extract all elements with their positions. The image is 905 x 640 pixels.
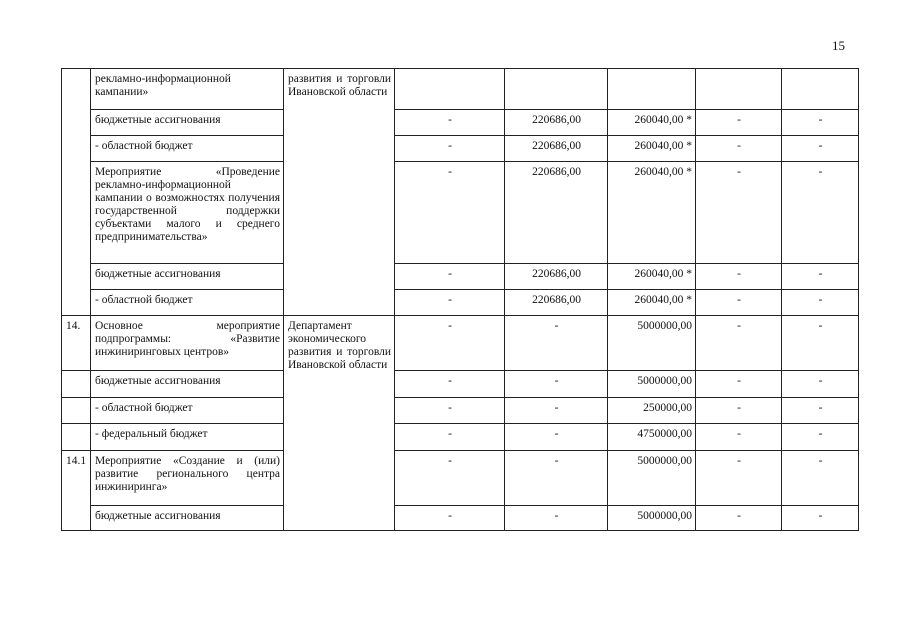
value-cell-5: - (782, 398, 859, 424)
page-number: 15 (832, 38, 845, 53)
row-number-cell: 14. (62, 316, 91, 371)
value-cell-3: 260040,00 * (608, 264, 696, 290)
value-cell-4: - (696, 316, 782, 371)
value-cell-3: 260040,00 * (608, 110, 696, 136)
value-cell-4: - (696, 424, 782, 451)
row-number-cell (62, 69, 91, 316)
value-cell-1: - (395, 506, 505, 531)
value-cell-5: - (782, 316, 859, 371)
value-cell-2: - (505, 371, 608, 398)
value-cell-1 (395, 69, 505, 110)
value-cell-4: - (696, 110, 782, 136)
event-name-cell: рекламно-информационной кампании» (91, 69, 284, 110)
value-cell-1: - (395, 371, 505, 398)
row-number-cell: 14.1 (62, 451, 91, 531)
value-cell-3: 5000000,00 (608, 316, 696, 371)
table-row (62, 371, 859, 398)
value-cell-3: 260040,00 * (608, 290, 696, 316)
event-name-cell: бюджетные ассигнования (91, 506, 284, 531)
value-cell-3: 260040,00 * (608, 136, 696, 162)
event-name-cell: Мероприятие «Проведение рекламно-информационной кампании о возможностях получения государственной поддержки субъектами малого и среднего предпринимательства» (91, 162, 284, 264)
value-cell-4: - (696, 264, 782, 290)
executor-cell: развития и торговли Ивановской области (284, 69, 395, 316)
event-name-cell: Основное мероприятие подпрограммы: «Развитие инжиниринговых центров» (91, 316, 284, 371)
value-cell-2 (505, 69, 608, 110)
value-cell-4 (696, 69, 782, 110)
value-cell-5: - (782, 506, 859, 531)
table-row (62, 162, 859, 264)
value-cell-3: 4750000,00 (608, 424, 696, 451)
table-row (62, 136, 859, 162)
value-cell-1: - (395, 316, 505, 371)
value-cell-3: 260040,00 * (608, 162, 696, 264)
value-cell-1: - (395, 110, 505, 136)
value-cell-2: - (505, 316, 608, 371)
value-cell-5: - (782, 371, 859, 398)
table-row (62, 451, 859, 506)
value-cell-2: 220686,00 (505, 290, 608, 316)
value-cell-3: 5000000,00 (608, 506, 696, 531)
budget-table (61, 68, 859, 531)
value-cell-3: 5000000,00 (608, 371, 696, 398)
event-name-cell: - областной бюджет (91, 398, 284, 424)
value-cell-5: - (782, 110, 859, 136)
value-cell-1: - (395, 451, 505, 506)
value-cell-1: - (395, 290, 505, 316)
table-row (62, 316, 859, 371)
value-cell-1: - (395, 162, 505, 264)
value-cell-1: - (395, 136, 505, 162)
value-cell-5: - (782, 136, 859, 162)
event-name-cell: бюджетные ассигнования (91, 371, 284, 398)
value-cell-4: - (696, 451, 782, 506)
event-name-cell: - федеральный бюджет (91, 424, 284, 451)
value-cell-3: 250000,00 (608, 398, 696, 424)
table-row (62, 398, 859, 424)
row-number-cell (62, 371, 91, 398)
value-cell-5: - (782, 264, 859, 290)
value-cell-3 (608, 69, 696, 110)
executor-cell: Департамент экономического развития и торговли Ивановской области (284, 316, 395, 531)
value-cell-4: - (696, 398, 782, 424)
event-name-cell: бюджетные ассигнования (91, 264, 284, 290)
value-cell-2: - (505, 424, 608, 451)
value-cell-2: - (505, 398, 608, 424)
value-cell-5: - (782, 451, 859, 506)
value-cell-4: - (696, 506, 782, 531)
event-name-cell: - областной бюджет (91, 290, 284, 316)
table-row (62, 69, 859, 110)
event-name-cell: бюджетные ассигнования (91, 110, 284, 136)
table-row (62, 110, 859, 136)
row-number-cell (62, 398, 91, 424)
value-cell-3: 5000000,00 (608, 451, 696, 506)
table-row (62, 424, 859, 451)
event-name-cell: Мероприятие «Создание и (или) развитие регионального центра инжиниринга» (91, 451, 284, 506)
value-cell-1: - (395, 398, 505, 424)
value-cell-5 (782, 69, 859, 110)
value-cell-2: - (505, 506, 608, 531)
event-name-cell: - областной бюджет (91, 136, 284, 162)
table-row (62, 290, 859, 316)
table-row (62, 506, 859, 531)
value-cell-4: - (696, 371, 782, 398)
value-cell-5: - (782, 162, 859, 264)
value-cell-5: - (782, 424, 859, 451)
row-number-cell (62, 424, 91, 451)
value-cell-4: - (696, 290, 782, 316)
value-cell-2: 220686,00 (505, 162, 608, 264)
value-cell-2: 220686,00 (505, 264, 608, 290)
table-row (62, 264, 859, 290)
value-cell-5: - (782, 290, 859, 316)
value-cell-2: 220686,00 (505, 136, 608, 162)
value-cell-1: - (395, 424, 505, 451)
value-cell-2: - (505, 451, 608, 506)
value-cell-1: - (395, 264, 505, 290)
value-cell-4: - (696, 162, 782, 264)
value-cell-2: 220686,00 (505, 110, 608, 136)
value-cell-4: - (696, 136, 782, 162)
